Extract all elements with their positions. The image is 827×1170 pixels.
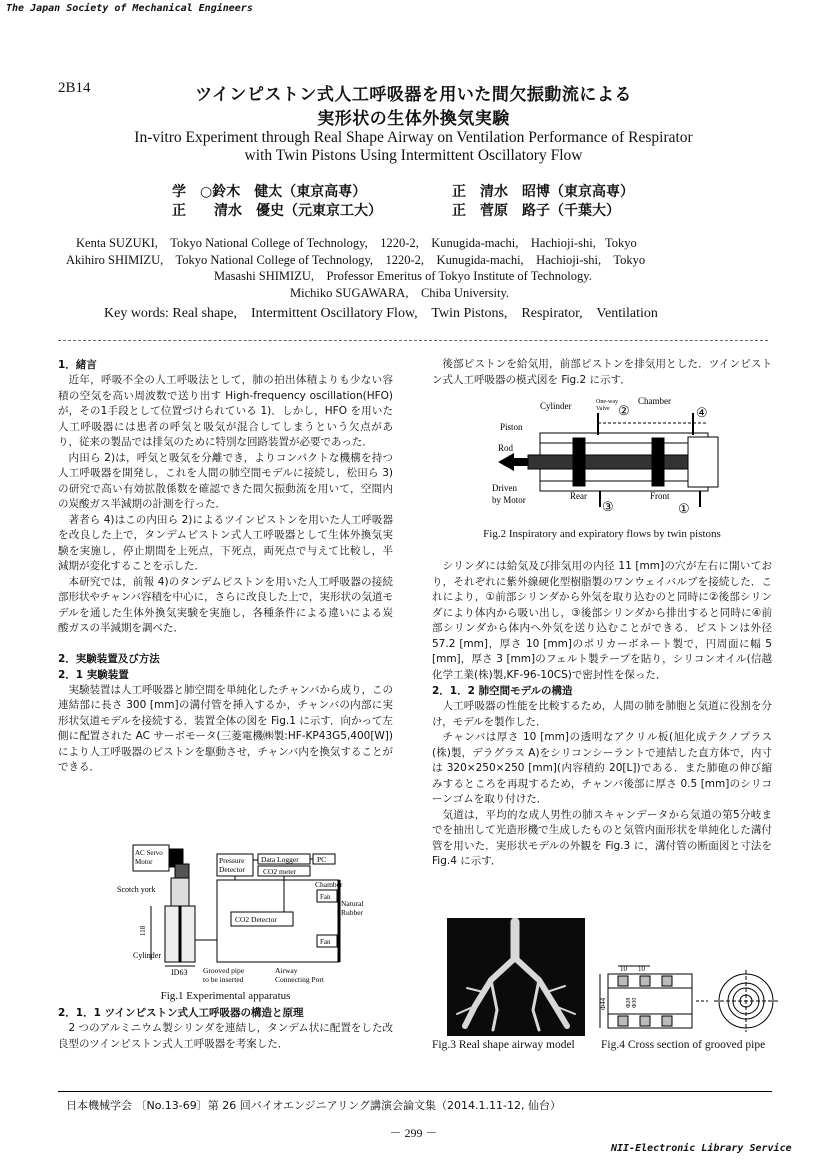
fig1-pressure: Pressure xyxy=(219,856,245,865)
fig2-marker-1: ① xyxy=(678,501,690,516)
fig1-chamber: Chamber xyxy=(315,880,343,889)
affiliation-line1: Kenta SUZUKI, Tokyo National College of Technology, 1220-2, Kunugida-machi, Hachioji-shi, Tokyo xyxy=(76,236,637,250)
fig1-fan-bottom: Fan xyxy=(320,938,331,946)
author-a-shimizu: 正 清水 昭博（東京高専） xyxy=(452,184,634,200)
fig2-one-way: One-way xyxy=(596,399,618,405)
fig2-driven: Driven xyxy=(492,483,517,493)
fig1-ac-servo: AC Servo xyxy=(135,849,163,857)
fig1-experimental-apparatus xyxy=(115,840,375,990)
fig2-rear: Rear xyxy=(570,491,587,501)
title-en-line1: In-vitro Experiment through Real Shape Airway on Ventilation Performance of Respirator xyxy=(134,129,693,146)
section212-heading: 2．1．2 肺空間モデルの構造 xyxy=(432,685,573,697)
affiliation-line4: Michiko SUGAWARA, Chiba University. xyxy=(290,286,510,300)
fig1-detector: Detector xyxy=(219,865,245,874)
fig1-scotch-york: Scotch york xyxy=(117,885,156,894)
affiliation-line2: Akihiro SHIMIZU, Tokyo National College of Technology, 1220-2, Kunugida-machi, Hachioji-shi, Tokyo xyxy=(66,253,646,267)
fig1-co2-detector: CO2 Detector xyxy=(235,915,277,924)
nii-footer: NII-Electronic Library Service xyxy=(611,1143,792,1154)
respirator-paragraph: 2 つのアルミニウム製シリンダを連結し，タンデム状に配置をした改良型のツインピストン式人工呼吸器を考案した． xyxy=(58,1022,393,1050)
fig2-cylinder: Cylinder xyxy=(540,401,572,411)
title-en-line2: with Twin Pistons Using Intermittent Oscillatory Flow xyxy=(244,147,583,164)
fig4-dim-28: Φ28 xyxy=(626,997,632,1008)
section1-heading: 1．緒言 xyxy=(58,359,97,371)
footer-proceedings: 日本機械学会 〔No.13-69〕第 26 回バイオエンジニアリング講演会論文集（2014.1.11-12, 仙台） xyxy=(66,1099,561,1112)
lung-model-paragraph-3: 気道は，平均的な成人男性の肺スキャンデータから気道の第5分岐までを抽出して光造形機で生成したものと気管内面形状を単純化した溝付管を用いた．実形状モデルの外観を Fig.3 に，溝付管の断面図と寸法を Fig.4 に示す． xyxy=(432,808,772,867)
author-m-shimizu: 正 清水 優史（元東京工大） xyxy=(172,203,382,219)
fig2-front: Front xyxy=(650,491,670,501)
fig2-valve: Valve xyxy=(596,406,610,412)
author-suzuki: 学 ○鈴木 健太（東京高専） xyxy=(172,184,367,200)
fig2-rear-piston xyxy=(573,438,585,486)
fig2-by-motor: by Motor xyxy=(492,495,526,505)
fig1-co2-meter: CO2 meter xyxy=(263,867,297,876)
fig2-chamber: Chamber xyxy=(638,396,671,406)
footer-rule xyxy=(58,1091,772,1092)
fig1-natural: Natural xyxy=(341,899,364,908)
lung-model-paragraph-2: チャンバは厚さ 10 [mm]の透明なアクリル板(旭化成テクノプラス(株)製，デラグラス A)をシリコンシーラントで連結した直方体で，内寸は 320×250×250 [mm](内容積約 20[L])である．また肺砲の伸び縮みするところを再現するため，チャンバ後部に厚さ 0.5 [mm]のシリコーンゴムを取り付けた． xyxy=(432,731,772,805)
section211-heading: 2．1．1 ツインピストン式人工呼吸器の構造と原理 xyxy=(58,1007,304,1019)
fig1-fan-top: Fan xyxy=(320,893,331,901)
fig1-caption: Fig.1 Experimental apparatus xyxy=(160,990,291,1002)
fig3-caption: Fig.3 Real shape airway model xyxy=(432,1039,575,1051)
affiliation-line3: Masashi SHIMIZU, Professor Emeritus of Tokyo Institute of Technology. xyxy=(214,269,592,283)
right-column-body xyxy=(432,559,772,870)
pistons-paragraph: 後部ピストンを給気用，前部ピストンを排気用とした．ツインピストン式人工呼吸器の模式図を Fig.2 に示す． xyxy=(432,358,772,386)
fig1-dim-id63: ID63 xyxy=(171,968,188,977)
fig2-twin-pistons-diagram xyxy=(488,393,728,517)
left-column xyxy=(58,357,393,776)
society-header: The Japan Society of Mechanical Engineers xyxy=(6,3,253,14)
fig3-airway-photo xyxy=(447,918,585,1036)
fig2-marker-2: ② xyxy=(618,403,630,418)
fig4-cross-section xyxy=(596,962,780,1034)
fig4-dim-10a: 10 xyxy=(620,965,627,973)
fig2-marker-3: ③ xyxy=(602,499,614,514)
fig1-cylinder: Cylinder xyxy=(133,951,161,960)
fig1-rubber: Rubber xyxy=(341,908,364,917)
right-column-top xyxy=(432,357,772,388)
fig4-caption: Fig.4 Cross section of grooved pipe xyxy=(601,1039,766,1051)
paper-code: 2B14 xyxy=(58,80,91,96)
fig2-marker-4: ④ xyxy=(696,405,708,420)
title-jp-line1: ツインピストン式人工呼吸器を用いた間欠振動流による xyxy=(195,85,632,105)
title-jp-line2: 実形状の生体外換気実験 xyxy=(317,109,510,129)
fig2-piston: Piston xyxy=(500,422,523,432)
fig1-motor: Motor xyxy=(135,858,153,866)
fig4-dim-10b: 10 xyxy=(638,965,645,973)
intro-paragraph-1: 近年，呼吸不全の人工呼吸法として，肺の拍出体積よりも少ない容積の空気を高い周波数で送り出す High-frequency oscillation(HFO)が，その1手段として位置づけられている 1)．しかし，HFO を用いた人工呼吸器には患者の呼気と吸気が混合してしまうという欠点があり，従来の製品では排気のために特別な回路装置が必要であった． xyxy=(58,374,393,448)
left-column-bottom xyxy=(58,1005,393,1052)
fig4-dim-44: Φ44 xyxy=(599,997,607,1010)
section21-heading: 2．1 実験装置 xyxy=(58,668,129,681)
fig2-caption: Fig.2 Inspiratory and expiratory flows by twin pistons xyxy=(483,528,721,540)
keywords: Key words: Real shape, Intermittent Oscillatory Flow, Twin Pistons, Respirator, Ventilation xyxy=(104,306,658,321)
fig2-rod-label: Rod xyxy=(498,443,514,453)
intro-paragraph-2: 内田ら 2)は，呼気と吸気を分離でき，よりコンパクトな機構を持つ人工呼吸器を開発し，これを人間の肺空間モデルに接続し，松田ら 3)の研究で高い有効拡散係数を確認できた間欠振動流を用いて，空間内の炭酸ガス半減期の計測を行った． xyxy=(58,451,393,510)
apparatus-paragraph: 実験装置は人工呼吸器と肺空間を単純化したチャンバから成り，この連結部に長さ 300 [mm]の溝付管を挿入するか，チャンバの内部に実形状気道モデルを接続する．装置全体の図を Fig.1 に示す．向かって左側に配置された AC サーボモータ(三菱電機㈱製:HF-KP43G5,400[W])により人工呼吸器のピストンを駆動させ，チャンバ内を換気することができる． xyxy=(58,683,393,773)
lung-model-paragraph-1: 人工呼吸器の性能を比較するため，人間の肺を肺胞と気道に役割を分け，モデルを製作した． xyxy=(432,700,772,728)
section2-heading: 2．実験装置及び方法 xyxy=(58,652,160,665)
fig2-front-piston xyxy=(652,438,664,486)
fig1-data-logger: Data Logger xyxy=(261,855,299,864)
intro-paragraph-4: 本研究では，前報 4)のタンデムピストンを用いた人工呼吸器の接続部形状やチャンバ容積を中心に，さらに改良した上で，実形状の気道モデルを通した生体外換気実験を実施し，各種条件による違いによる炭酸ガスの半減期を調べた． xyxy=(58,575,393,634)
fig1-airway: Airway xyxy=(275,966,298,975)
fig1-pc: PC xyxy=(317,855,327,864)
fig1-dim-118: 118 xyxy=(139,925,147,936)
fig1-to-be-inserted: to be inserted xyxy=(203,975,244,984)
cylinder-paragraph: シリンダには給気及び排気用の内径 11 [mm]の穴が左右に開いており，それぞれに紫外線硬化型樹脂製のワンウェイバルブを接続した．これにより，①前部シリンダから外気を取り込むのと同時に②後部シリンダにより体内から吸い出し，③後部シリンダから排出すると同時に④前部シリンダから体内へ外気を送り込むことができる．ピストンは外径 57.2 [mm]，厚さ 10 [mm]のポリカーボネート製で，円周面に幅 5 [mm]，厚さ 3 [mm]のフェルト製テープを貼り，シリコンオイル(信越化学工業(株)製,KF-96-10CS)で密封性を保った． xyxy=(432,560,772,681)
intro-paragraph-3: 著者ら 4)はこの内田ら 2)によるツインピストンを用いた人工呼吸器を改良した上で，タンデムピストン式人工呼吸器として生体外換気実験を実施し，停止期間を上死点，下死点，両死点で与えて比較し，半減期が変化することを示した． xyxy=(58,513,393,572)
page-number: － 299 － xyxy=(389,1126,438,1140)
fig1-connecting-port: Connecting Port xyxy=(275,975,324,984)
fig1-grooved-pipe: Grooved pipe xyxy=(203,966,245,975)
header-divider xyxy=(58,340,768,341)
author-sugawara: 正 菅原 路子（千葉大） xyxy=(452,203,620,219)
fig4-dim-30: Φ30 xyxy=(632,997,638,1008)
